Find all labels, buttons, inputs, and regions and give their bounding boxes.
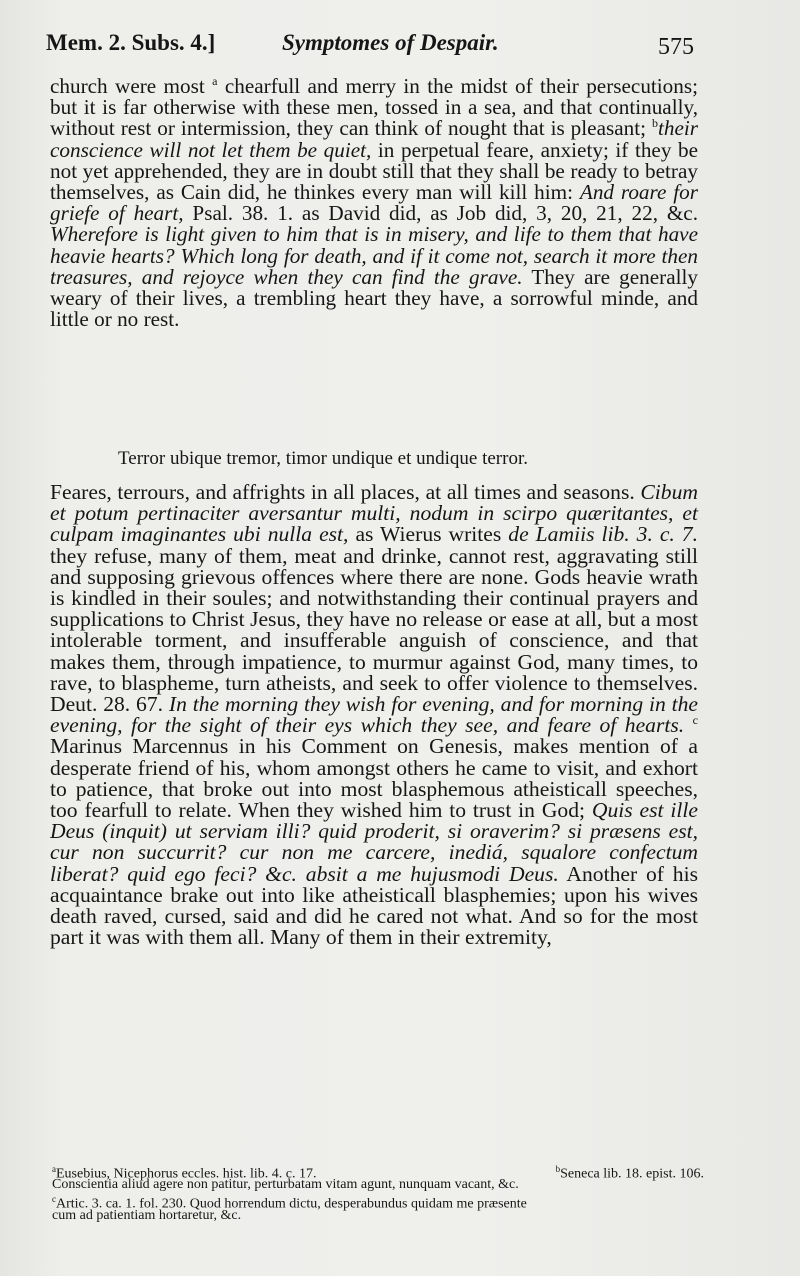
footnote-b-continuation: Conscientia aliud agere non patitur, perturbatam vitam agunt, nunquam vacant, &c. xyxy=(52,1177,519,1193)
footnote-line xyxy=(52,1162,704,1182)
latin-verse-quote: Terror ubique tremor, timor undique et undique terror. xyxy=(118,448,528,469)
text-run: they refuse, many of them, meat and drinke, cannot rest, aggravating still and supposing grievous offences where there are none. Gods heavie wrath is kindled in their soules; and notwithstanding their continual prayers and supplications to Christ Jesus, they have no release or ease at all, but a most intolerable torment, and insufferable anguish of conscience, and that makes them, through impatience, to murmur against God, many times, to rave, to blaspheme, turn atheists, and seek to offer violence to themselves. Deut. 28. 67. xyxy=(50,543,698,717)
section-reference: Mem. 2. Subs. 4.] xyxy=(46,30,216,55)
footnote-marker-c: c xyxy=(692,713,698,728)
footnote-line xyxy=(52,1177,704,1192)
footnote-c-text: Artic. 3. ca. 1. fol. 230. Quod horrendum dictu, desperabundus quidam me præsente xyxy=(56,1197,527,1213)
italic-run: their conscience will not let them be quiet, xyxy=(50,116,698,162)
text-run: Marinus Marcennus in his Comment on Genesis, makes mention of a desperate friend of his, whom amongst others he came to visit, and exhort to patience, that broke out into most blasphemous atheisticall speeches, too fearfull to relate. When they wished him to trust in God; xyxy=(50,734,698,823)
running-header xyxy=(46,30,694,70)
italic-run: In the morning they wish for evening, and for morning in the evening, for the sight of their eys which they see, and feare of hearts. xyxy=(50,692,698,738)
text-run: Another of his acquaintance brake out into like atheisticall blasphemies; upon his wives death raved, cursed, said and did he cared not what. And so for the most part it was with them all. Many of them in their extremity, xyxy=(50,861,698,950)
text-run: in perpetual feare, anxiety; if they be not yet apprehended, they are in doubt still that they shall be ready to betray themselves, as Cain did, he thinkes every man will kill him: xyxy=(50,137,698,205)
footnote-line xyxy=(52,1208,704,1223)
footnotes xyxy=(52,1162,704,1223)
text-run: They are generally weary of their lives, a trembling heart they have, a sorrowful minde, and little or no rest. xyxy=(50,264,698,332)
italic-run: Quis est ille Deus (inquit) ut serviam illi? quid proderit, si oraverim? si præsens est, cur non succurrit? cur non me carcere, inediá, squalore confectum liberat? quid ego feci? &c. absit a me hujusmodi Deus. xyxy=(50,798,698,886)
footnote-mark-a: a xyxy=(52,1164,56,1174)
italic-run: de Lamiis lib. 3. c. 7. xyxy=(508,522,698,547)
footnote-marker-a: a xyxy=(212,73,218,88)
footnote-line xyxy=(52,1192,704,1213)
text-run: Feares, terrours, and affrights in all places, at all times and seasons. xyxy=(50,480,641,504)
italic-run: Wherefore is light given to him that is in misery, and life to them that have heavie hearts? Which long for death, and if it come not, search it more then treasures, and rejoyce when they can find the grave. xyxy=(50,222,698,289)
text-run: church were most xyxy=(50,74,213,98)
running-title: Symptomes of Despair. xyxy=(282,30,499,55)
footnote-mark-c: c xyxy=(52,1194,56,1205)
italic-run: Cibum et potum pertinaciter aversantur multi, nodum in scirpo quæritantes, et culpam imaginantes ubi nulla est, xyxy=(50,480,698,547)
footnote-marker-b: b xyxy=(651,116,658,131)
footnote-mark-b: b xyxy=(555,1164,561,1174)
paragraph-2 xyxy=(50,482,698,948)
page-number: 575 xyxy=(658,34,694,60)
footnote-c-continuation: cum ad patientiam hortaretur, &c. xyxy=(52,1207,242,1223)
paragraph-1 xyxy=(50,73,698,332)
footnote-a-text: Eusebius, Nicephorus eccles. hist. lib. 4. c. 17. xyxy=(56,1166,317,1182)
footnote-b-text: Seneca lib. 18. epist. 106. xyxy=(560,1166,704,1182)
italic-run: And roare for griefe of heart, xyxy=(50,180,698,226)
text-run: Psal. 38. 1. as David did, as Job did, 3, 20, 21, 22, &c. xyxy=(183,201,698,226)
text-run: chearfull and merry in the midst of their persecutions; but it is far otherwise with these men, tossed in a sea, and that continually, without rest or intermission, they can think of nought that is pleasant; xyxy=(50,74,698,141)
text-run: as Wierus writes xyxy=(348,522,509,547)
